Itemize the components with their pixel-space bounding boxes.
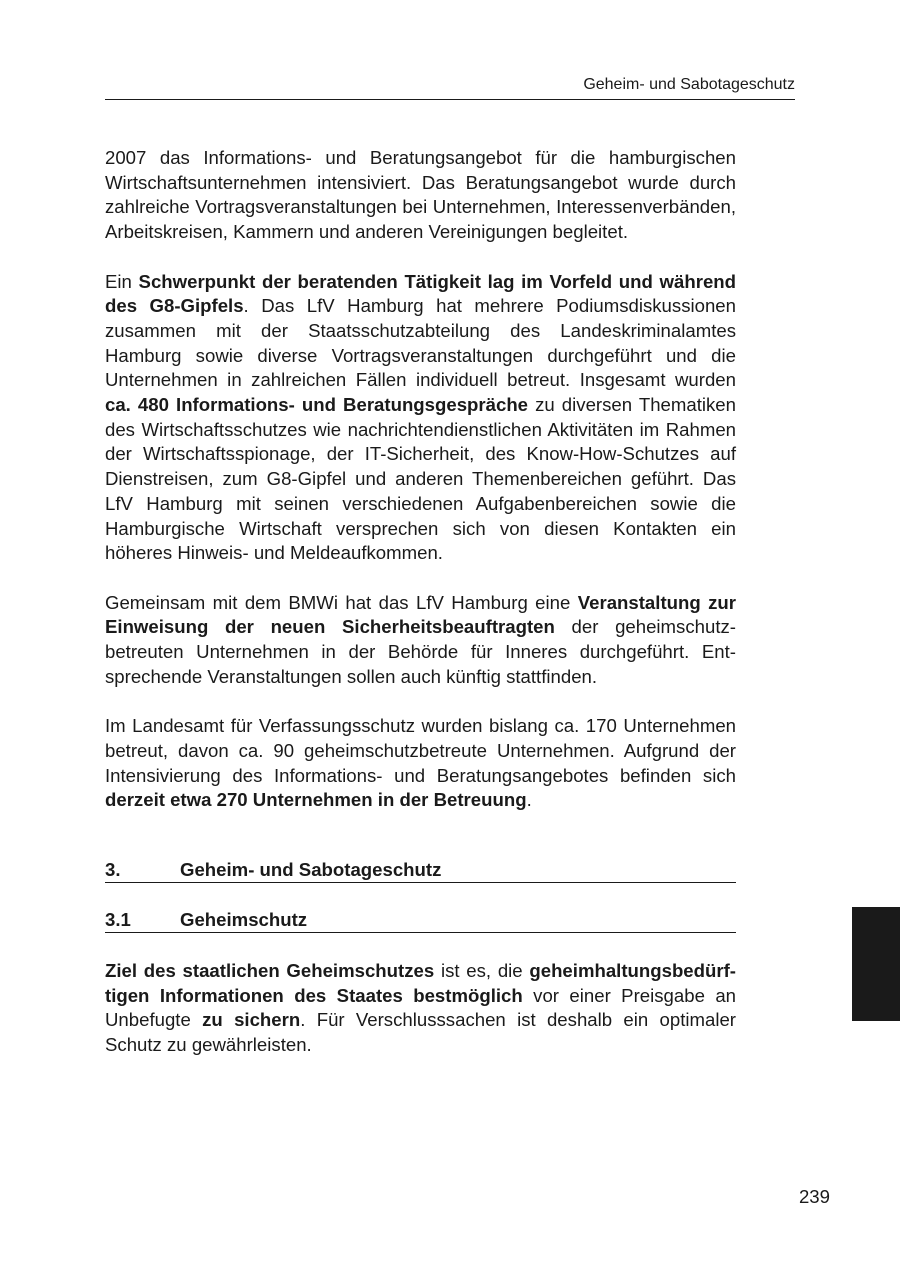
emphasis-text: Schwerpunkt der beratenden Tätigkeit lag im Vorfeld und während des G8-Gipfels bbox=[105, 270, 736, 317]
emphasis-text: Veranstaltung zur Einweisung der neuen Sicherheitsbeauftragten bbox=[105, 591, 736, 638]
paragraph-text: der geheimschutzbetreuten Unternehmen in der Behörde für Inneres durchgeführt. Entsprechende Veranstaltungen sollen auch künftig stattfinden. bbox=[105, 616, 736, 687]
subsection-heading-3-1 bbox=[105, 909, 736, 933]
paragraph-2 bbox=[105, 270, 736, 566]
paragraph-text: Ein bbox=[105, 270, 139, 292]
paragraph-text: 2007 das Informations- und Beratungsangebot für die hamburgischen Wirtschaftsunternehmen intensiviert. Das Beratungsangebot wurde durch zahlreiche Vortragsveranstaltungen bei Unternehmen, Interessenverbänden, Arbeitskreisen, Kammern und anderen Vereinigungen begleitet. bbox=[105, 147, 736, 243]
paragraph-text: . bbox=[526, 789, 532, 811]
running-header bbox=[105, 74, 795, 100]
section-heading-3 bbox=[105, 859, 736, 883]
running-header-title: Geheim- und Sabotageschutz bbox=[583, 76, 795, 93]
emphasis-text: ca. 480 Informations- und Beratungsgespräche bbox=[105, 394, 529, 416]
page-body bbox=[105, 146, 736, 1082]
paragraph-3 bbox=[105, 591, 736, 690]
emphasis-text: Ziel des staatlichen Geheimschutzes bbox=[105, 959, 435, 981]
paragraph-text: ist es, die bbox=[434, 959, 530, 981]
subsection-title: Geheimschutz bbox=[180, 908, 308, 930]
paragraph-5 bbox=[105, 959, 736, 1058]
paragraph-text: vor einer Preisgabe an Unbefugte bbox=[105, 984, 737, 1031]
emphasis-text: derzeit etwa 270 Unternehmen in der Betreuung bbox=[105, 789, 527, 811]
page-number: 239 bbox=[798, 1186, 830, 1207]
section-title: Geheim- und Sabotageschutz bbox=[180, 858, 442, 880]
paragraph-1 bbox=[105, 146, 736, 245]
section-number: 3. bbox=[105, 858, 121, 880]
paragraph-text: Gemeinsam mit dem BMWi hat das LfV Hamburg eine bbox=[105, 591, 578, 613]
subsection-number: 3.1 bbox=[105, 908, 131, 930]
paragraph-text: . Das LfV Hamburg hat mehrere Podiumsdiskussionen zusammen mit der Staatsschutzabteilung des Landeskriminalamtes Hamburg sowie diverse Vortragsveranstaltungen durchgeführt und die Unternehmen in zahlreichen Fällen individuell betreut. Insgesamt wurden bbox=[105, 295, 736, 391]
paragraph-text: zu diversen Thematiken des Wirtschaftsschutzes wie nachrichtendienstlichen Aktivitäten im Rahmen der Wirtschaftsspionage, der IT-Sicherheit, des Know-How-Schutzes auf Dienstreisen, zum G8-Gipfel und anderen Themenbereichen geführt. Das LfV Hamburg mit seinen verschiedenen Aufgabenbereichen sowie die Hamburgische Wirtschaft versprechen sich von diesen Kontakten ein höheres Hinweis- und Meldeaufkommen. bbox=[105, 394, 736, 564]
emphasis-text: zu sichern bbox=[202, 1009, 301, 1031]
paragraph-text: Im Landesamt für Verfassungsschutz wurden bislang ca. 170 Unternehmen betreut, davon ca. 90 geheimschutzbetreute Unternehmen. Aufgrund der Intensivierung des Informations- und Beratungsangebotes befinden sich bbox=[105, 715, 736, 786]
paragraph-4 bbox=[105, 714, 736, 813]
emphasis-text: geheimhaltungsbedürftigen Informationen des Staates bestmöglich bbox=[105, 959, 736, 1006]
chapter-tab-marker bbox=[852, 907, 900, 1021]
paragraph-text: . Für Verschlusssachen ist deshalb ein optimaler Schutz zu gewährleisten. bbox=[105, 1009, 736, 1056]
